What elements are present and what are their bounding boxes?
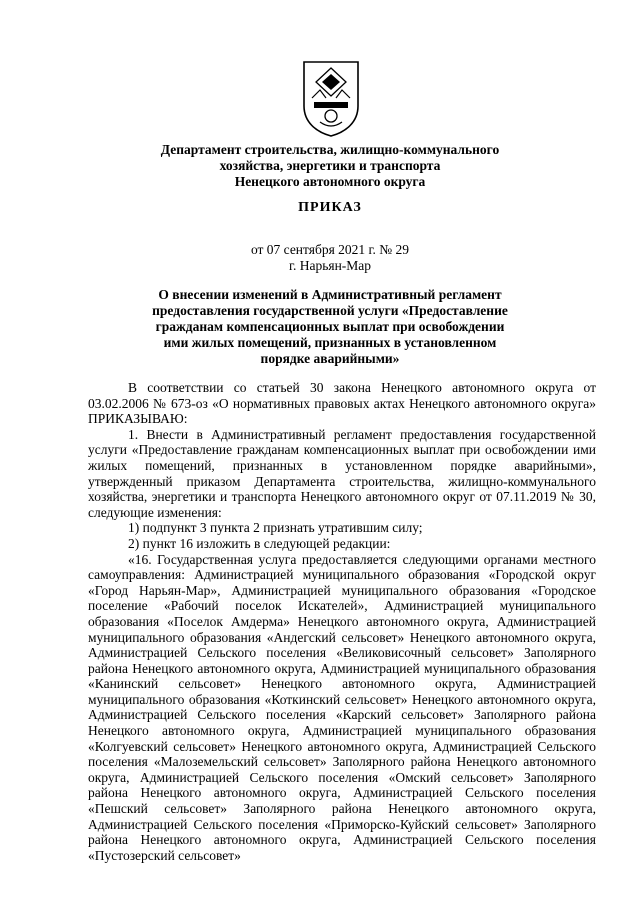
coat-of-arms-emblem	[300, 58, 362, 138]
place-line: г. Нарьян-Мар	[288, 258, 372, 273]
subject-line: гражданам компенсационных выплат при освобождении	[155, 319, 505, 334]
intro-paragraph: В соответствии со статьей 30 закона Ненецкого автономного округа от 03.02.2006 № 673-оз «О нормативных правовых актах Ненецкого автономного округа» ПРИКАЗЫВАЮ:	[88, 380, 596, 427]
order-subject	[120, 287, 540, 367]
subitem-1-paragraph: 1) подпункт 3 пункта 2 признать утратившим силу;	[128, 520, 423, 536]
department-line: Департамент строительства, жилищно-коммунального	[160, 142, 500, 157]
subitem-2-paragraph: 2) пункт 16 изложить в следующей редакции:	[128, 535, 391, 551]
subject-line: ими жилых помещений, признанных в установленном	[163, 335, 497, 350]
date-block	[60, 242, 600, 274]
subject-line: О внесении изменений в Административный регламент	[158, 287, 502, 302]
date-number-line: от 07 сентября 2021 г. № 29	[250, 242, 410, 257]
department-line: хозяйства, энергетики и транспорта	[219, 158, 441, 173]
subject-line: предоставления государственной услуги «Предоставление	[152, 303, 508, 318]
item-1-paragraph: 1. Внести в Административный регламент предоставления государственной услуги «Предоставление гражданам компенсационных выплат при освобождении ими жилых помещений, признанных в установленном порядке аварийными», утвержденный приказом Департамента строительства, жилищно-коммунального хозяйства, энергетики и транспорта Ненецкого автономного округ от 07.11.2019 № 30, следующие изменения:	[88, 426, 596, 520]
subject-line: порядке аварийными»	[260, 351, 400, 366]
document-type-title: ПРИКАЗ	[298, 200, 362, 215]
point-16-paragraph: «16. Государственная услуга предоставляется следующими органами местного самоуправления: Администрацией муниципального образования «Городской округ «Город Нарьян-Мар», Администрацией муниципального образования «Городское поселение «Рабочий поселок Искателей», Администрацией муниципального образования «Поселок Амдерма» Ненецкого автономного округа, Администрацией муниципального образования «Андегский сельсовет» Ненецкого автономного округа, Администрацией Сельского поселения «Великовисочный сельсовет» Заполярного района Ненецкого автономного округа, Администрацией муниципального образования «Канинский сельсовет» Ненецкого автономного округа, Администрацией муниципального образования «Коткинский сельсовет» Ненецкого автономного округа, Администрацией Сельского поселения «Карский сельсовет» Заполярного района Ненецкого автономного округа, Администрацией муниципального образования «Колгуевский сельсовет» Ненецкого автономного округа, Администрацией Сельского поселения «Малоземельский сельсовет» Заполярного района Ненецкого автономного округа, Администрацией Сельского поселения «Омский сельсовет» Заполярного района Ненецкого автономного округа, Администрацией Сельского поселения «Пешский сельсовет» Заполярного района Ненецкого автономного округа, Администрацией Сельского поселения «Приморско-Куйский сельсовет» Заполярного района Ненецкого автономного округа, Администрацией Сельского поселения «Пустозерский сельсовет»	[88, 551, 596, 863]
department-heading	[60, 142, 600, 190]
department-line: Ненецкого автономного округа	[234, 174, 426, 189]
order-body	[88, 380, 596, 863]
